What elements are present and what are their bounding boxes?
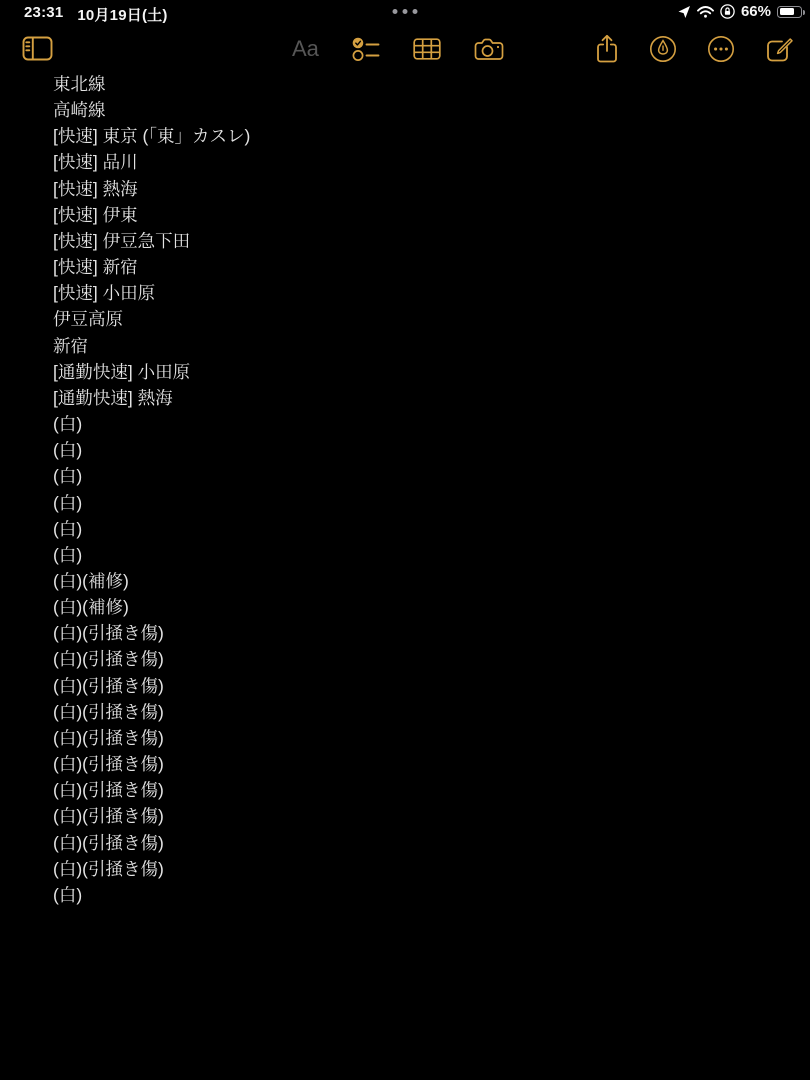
multitask-dot [403,9,408,14]
multitasking-indicator[interactable] [393,9,418,14]
note-line[interactable]: (白)(引掻き傷) [53,701,164,722]
toolbar-action-group [595,28,794,70]
battery-icon [777,6,802,18]
camera-button[interactable] [474,37,504,61]
note-line[interactable]: [通勤快速] 小田原 [53,361,191,382]
note-line[interactable]: (白)(引掻き傷) [53,780,164,801]
note-line[interactable]: [快速] 小田原 [53,283,156,304]
table-icon [413,38,441,60]
markup-button[interactable] [649,35,677,63]
note-line[interactable]: (白)(引掻き傷) [53,832,164,853]
toolbar-format-group [292,28,504,70]
multitask-dot [393,9,398,14]
note-line[interactable]: [通勤快速] 熱海 [53,387,173,408]
note-line[interactable]: [快速] 熱海 [53,178,138,199]
note-line[interactable]: [快速] 品川 [53,152,138,173]
note-line[interactable]: (白)(引掻き傷) [53,649,164,670]
camera-icon [474,37,504,61]
checklist-icon [352,37,380,61]
toolbar [0,28,810,70]
compose-icon [765,35,794,64]
note-line[interactable]: 新宿 [53,335,88,356]
battery-percent: 66% [740,3,771,20]
more-button[interactable] [707,35,735,63]
share-button[interactable] [595,34,619,64]
note-line[interactable]: (白) [53,518,83,539]
note-line[interactable]: [快速] 伊東 [53,204,138,225]
rotation-lock-icon [720,4,735,19]
clock: 23:31 [24,4,64,21]
format-button[interactable]: Aa [292,36,319,61]
note-line[interactable]: (白)(引掻き傷) [53,806,164,827]
wifi-icon [697,6,714,18]
share-icon [595,34,619,64]
table-button[interactable] [413,38,441,60]
note-line[interactable]: (白)(引掻き傷) [53,675,164,696]
sidebar-toggle-icon [22,36,53,61]
note-line[interactable]: [快速] 伊豆急下田 [53,230,191,251]
status-left [24,4,168,25]
markup-icon [649,35,677,63]
status-bar [0,0,810,26]
date: 10月19日(土) [77,7,168,24]
note-line[interactable]: (白)(引掻き傷) [53,754,164,775]
battery-fill [780,8,794,15]
note-line[interactable]: (白) [53,492,83,513]
note-line[interactable]: (白) [53,884,83,905]
note-line[interactable]: (白) [53,414,83,435]
note-line[interactable]: 伊豆高原 [53,309,123,330]
battery-nub [803,10,806,15]
status-right [677,3,802,20]
note-body[interactable] [53,71,790,1080]
sidebar-toggle-button[interactable] [22,36,53,61]
note-line[interactable]: (白) [53,466,83,487]
note-line[interactable]: [快速] 新宿 [53,257,138,278]
note-line[interactable]: (白)(引掻き傷) [53,858,164,879]
note-line[interactable]: (白)(補修) [53,570,129,591]
checklist-button[interactable] [352,37,380,61]
multitask-dot [413,9,418,14]
compose-button[interactable] [765,35,794,64]
note-line[interactable]: (白)(補修) [53,597,129,618]
note-line[interactable]: 東北線 [53,74,106,94]
note-line[interactable]: (白) [53,544,83,565]
location-icon [677,5,691,19]
note-line[interactable]: 高崎線 [53,100,106,121]
note-line[interactable]: (白) [53,440,83,461]
note-line[interactable]: (白)(引掻き傷) [53,623,164,644]
note-line[interactable]: (白)(引掻き傷) [53,727,164,748]
note-line[interactable]: [快速] 東京 (「東」カスレ) [53,126,251,147]
more-icon [707,35,735,63]
